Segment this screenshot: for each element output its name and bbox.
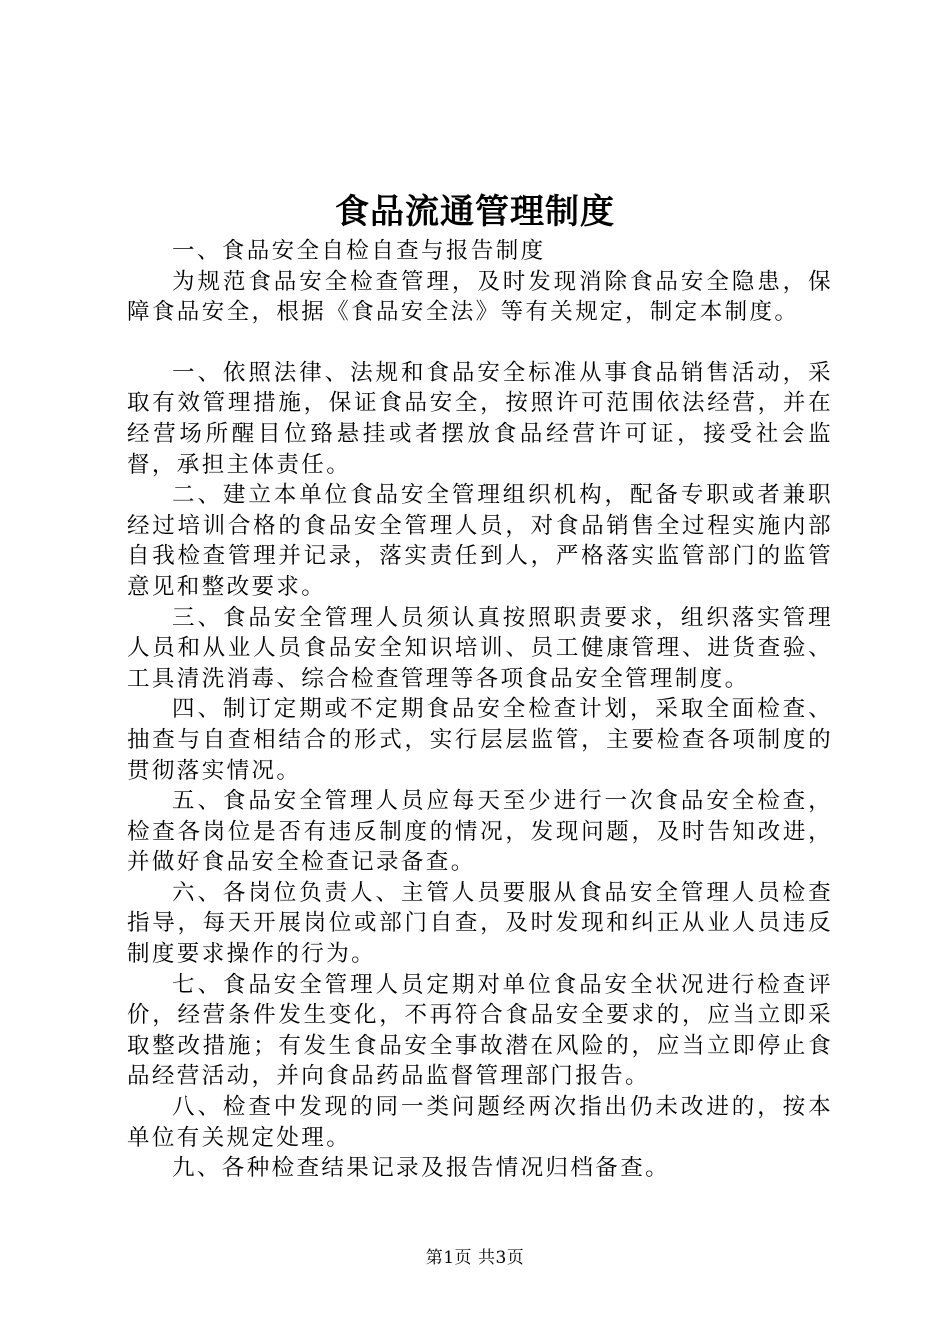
article-5: 五、食品安全管理人员应每天至少进行一次食品安全检查，检查各岗位是否有违反制度的情况，发现问题，及时告知改进，并做好食品安全检查记录备查。 bbox=[127, 788, 833, 876]
article-8: 八、检查中发现的同一类问题经两次指出仍未改进的，按本单位有关规定处理。 bbox=[127, 1094, 833, 1151]
document-title: 食品流通管理制度 bbox=[335, 192, 615, 232]
section-heading: 一、食品安全自检自查与报告制度 bbox=[172, 238, 546, 264]
page-number-footer: 第1页 共3页 bbox=[425, 1248, 525, 1268]
article-9: 九、各种检查结果记录及报告情况归档备查。 bbox=[172, 1155, 671, 1182]
article-2: 二、建立本单位食品安全管理组织机构，配备专职或者兼职经过培训合格的食品安全管理人员，对食品销售全过程实施内部自我检查管理并记录，落实责任到人，严格落实监管部门的监管意见和整改要求。 bbox=[127, 482, 833, 600]
document-body bbox=[127, 236, 833, 1184]
article-7: 七、食品安全管理人员定期对单位食品安全状况进行检查评价，经营条件发生变化，不再符合食品安全要求的，应当立即采取整改措施；有发生食品安全事故潜在风险的，应当立即停止食品经营活动，并向食品药品监督管理部门报告。 bbox=[127, 971, 833, 1090]
article-3: 三、食品安全管理人员须认真按照职责要求，组织落实管理人员和从业人员食品安全知识培训、员工健康管理、进货查验、工具清洗消毒、综合检查管理等各项食品安全管理制度。 bbox=[127, 604, 833, 692]
paragraph-spacer bbox=[127, 328, 833, 358]
article-1: 一、依照法律、法规和食品安全标准从事食品销售活动，采取有效管理措施，保证食品安全，按照许可范围依法经营，并在经营场所醒目位臵悬挂或者摆放食品经营许可证，接受社会监督，承担主体责任。 bbox=[127, 359, 833, 478]
intro-paragraph: 为规范食品安全检查管理，及时发现消除食品安全隐患，保障食品安全，根据《食品安全法》等有关规定，制定本制度。 bbox=[127, 268, 833, 326]
article-4: 四、制订定期或不定期食品安全检查计划，采取全面检查、抽查与自查相结合的形式，实行层层监管，主要检查各项制度的贯彻落实情况。 bbox=[127, 696, 833, 784]
article-6: 六、各岗位负责人、主管人员要服从食品安全管理人员检查指导，每天开展岗位或部门自查，及时发现和纠正从业人员违反制度要求操作的行为。 bbox=[127, 879, 833, 968]
